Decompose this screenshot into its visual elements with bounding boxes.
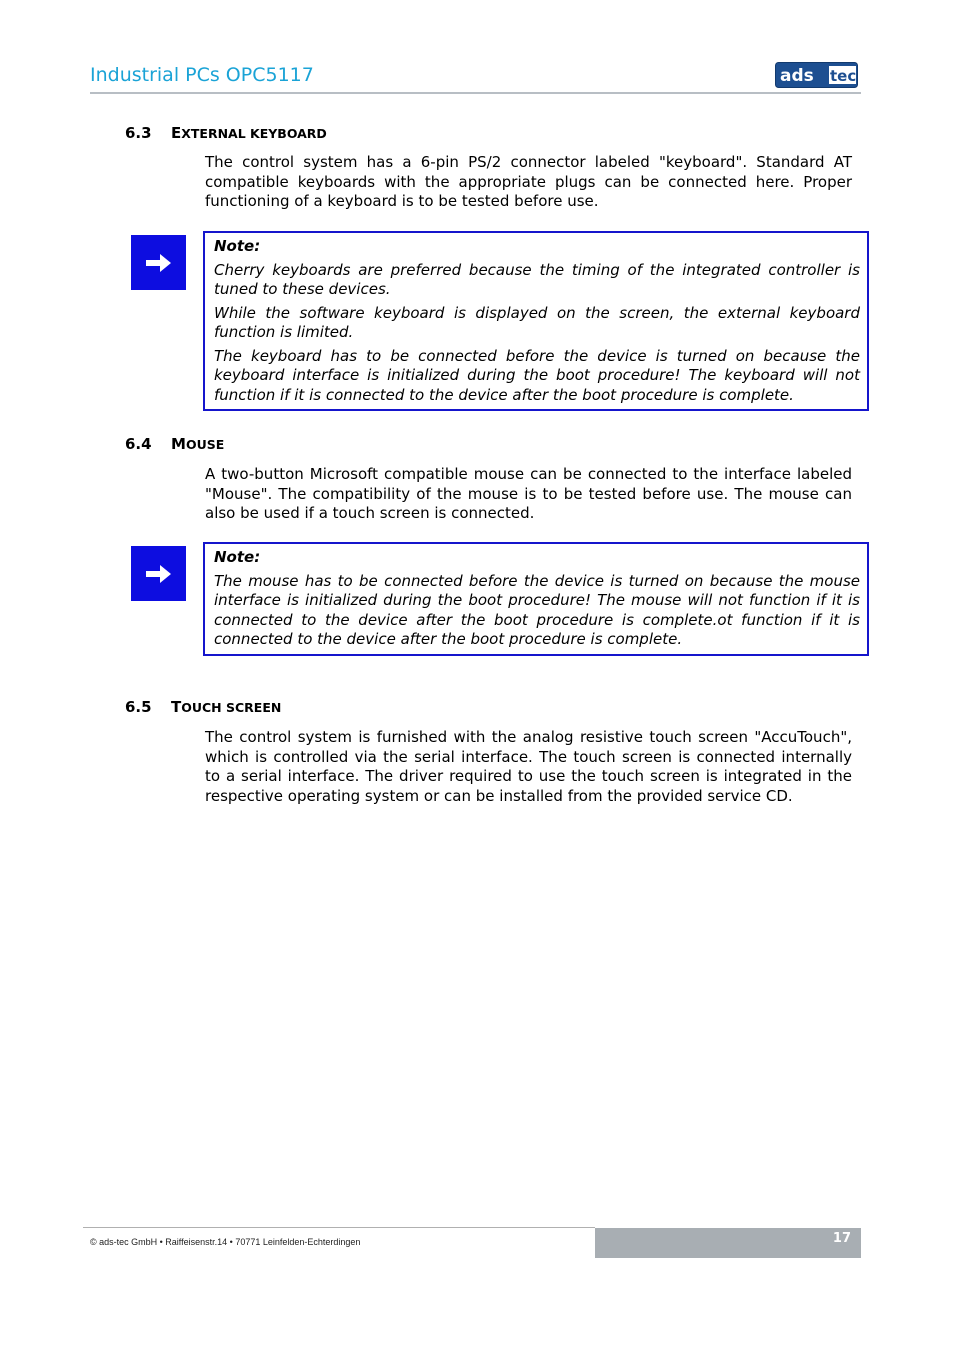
section-number: 6.5: [125, 698, 152, 716]
section-title-initial: E: [171, 124, 182, 142]
ads-tec-logo: [775, 62, 858, 88]
arrow-right-icon: [131, 235, 186, 290]
section-paragraph: A two-button Microsoft compatible mouse can be connected to the interface labeled "Mouse". The compatibility of the mouse is to be tested before use. The mouse can also be used if a touch screen is connected.: [205, 465, 852, 522]
note-text: The keyboard has to be connected before the device is turned on because the keyboard interface is initialized during the boot procedure! The keyboard will not function if it is connected to the device after the boot procedure is complete.: [214, 346, 860, 404]
section-title-rest: XTERNAL KEYBOARD: [181, 126, 327, 141]
section-title-rest: OUCH SCREEN: [181, 700, 282, 715]
section-title-rest: OUSE: [185, 437, 225, 452]
note-text: Cherry keyboards are preferred because the timing of the integrated controller is tuned to these devices.: [214, 260, 860, 298]
section-number: 6.4: [125, 435, 152, 453]
footer-divider: [83, 1227, 595, 1228]
logo-text-left: ads: [780, 66, 814, 86]
section-heading-mouse: [125, 435, 224, 453]
section-number: 6.3: [125, 124, 152, 142]
page-number-bar: [595, 1228, 861, 1258]
section-paragraph: The control system is furnished with the analog resistive touch screen "AccuTouch", which is controlled via the serial interface. The touch screen is connected internally to a serial interface. The driver required to use the touch screen is integrated in the respective operating system or can be installed from the provided service CD.: [205, 728, 852, 805]
arrow-right-icon: [131, 546, 186, 601]
note-label: Note:: [214, 548, 261, 566]
section-title-initial: M: [171, 435, 186, 453]
note-box: [203, 231, 869, 411]
section-heading-external-keyboard: [125, 124, 327, 142]
note-text: While the software keyboard is displayed on the screen, the external keyboard function is limited.: [214, 303, 860, 341]
footer-copyright: © ads-tec GmbH • Raiffeisenstr.14 • 70771 Leinfelden-Echterdingen: [90, 1237, 361, 1247]
header-divider: [90, 92, 861, 94]
note-label: Note:: [214, 237, 261, 255]
page-number: 17: [832, 1231, 851, 1246]
note-text: The mouse has to be connected before the device is turned on because the mouse interface is initialized during the boot procedure! The mouse will not function if it is connected to the device after the boot procedure is complete.ot function if it is connected to the device after the boot procedure is complete.: [214, 571, 860, 648]
section-title-initial: T: [171, 698, 182, 716]
note-box: [203, 542, 869, 656]
section-heading-touch-screen: [125, 698, 281, 716]
section-paragraph: The control system has a 6-pin PS/2 connector labeled "keyboard". Standard AT compatible keyboards with the appropriate plugs can be connected here. Proper functioning of a keyboard is to be tested before use.: [205, 153, 852, 210]
logo-text-right: tec: [830, 67, 857, 85]
page-title: Industrial PCs OPC5117: [90, 64, 314, 86]
